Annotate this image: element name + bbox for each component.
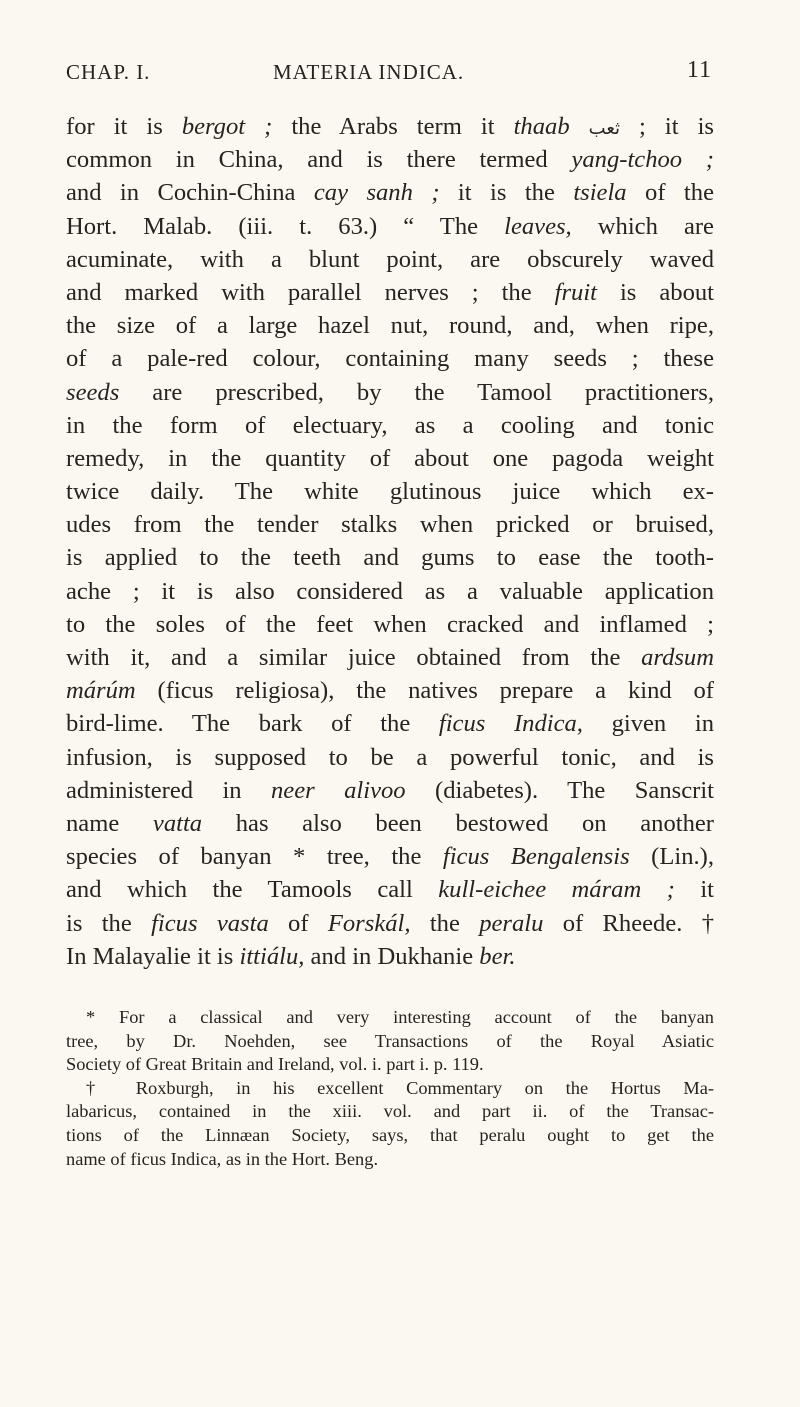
text-line: common in China, and is there termed yang-tchoo ; <box>66 146 714 174</box>
text-line: in the form of electuary, as a cooling and tonic <box>66 411 714 439</box>
text-line: ache ; it is also considered as a valuable application <box>66 577 714 605</box>
text-line: infusion, is supposed to be a powerful tonic, and is <box>66 743 714 771</box>
text-line: is applied to the teeth and gums to ease the tooth- <box>66 544 714 572</box>
text-line: with it, and a similar juice obtained from the ardsum <box>66 644 714 671</box>
running-title: MATERIA INDICA. <box>273 60 465 84</box>
footnotes <box>66 1006 714 1171</box>
chapter-label: CHAP. I. <box>66 60 151 84</box>
footnote-line: tions of the Linnæan Society, says, that peralu ought to get the <box>66 1124 714 1145</box>
text-line: In Malayalie it is ittiálu, and in Dukhanie ber. <box>66 942 516 970</box>
text-line: Hort. Malab. (iii. t. 63.) “ The leaves, which are <box>66 212 714 240</box>
footnote-line: labaricus, contained in the xiii. vol. and part ii. of the Transac- <box>66 1101 714 1122</box>
arabic-word: ثعب <box>588 118 621 139</box>
footnote-line: tree, by Dr. Noehden, see Transactions of the Royal Asiatic <box>66 1030 714 1051</box>
text-line: acuminate, with a blunt point, are obscurely waved <box>66 245 714 273</box>
footnote-line: † Roxburgh, in his excellent Commentary on the Hortus Ma- <box>86 1077 714 1098</box>
text-line: and marked with parallel nerves ; the fruit is about <box>66 278 714 306</box>
text-line: and in Cochin-China cay sanh ; it is the tsiela of the <box>66 179 714 207</box>
text-line: to the soles of the feet when cracked and inflamed ; <box>66 610 714 638</box>
text-line: administered in neer alivoo (diabetes). The Sanscrit <box>66 776 714 804</box>
text-line: seeds are prescribed, by the Tamool practitioners, <box>66 378 714 406</box>
text-line: the size of a large hazel nut, round, and, when ripe, <box>66 312 714 340</box>
text-line: of a pale-red colour, containing many seeds ; these <box>66 345 714 373</box>
footnote-line: name of ficus Indica, as in the Hort. Beng. <box>66 1148 379 1169</box>
running-head <box>66 57 712 90</box>
text-line: udes from the tender stalks when pricked or bruised, <box>66 511 714 539</box>
text-line: for it is bergot ; the Arabs term it thaab ثعب ; it is <box>66 113 714 140</box>
page-number: 11 <box>686 57 712 83</box>
text-line: remedy, in the quantity of about one pagoda weight <box>66 444 714 472</box>
text-line: species of banyan * tree, the ficus Bengalensis (Lin.), <box>66 843 714 871</box>
text-line: twice daily. The white glutinous juice which ex- <box>66 478 714 506</box>
text-line: name vatta has also been bestowed on another <box>66 809 714 837</box>
text-line: and which the Tamools call kull-eichee máram ; it <box>66 876 714 904</box>
footnote-line: * For a classical and very interesting account of the banyan <box>86 1007 714 1027</box>
main-text <box>66 110 714 973</box>
footnote-line: Society of Great Britain and Ireland, vol. i. part i. p. 119. <box>66 1054 484 1075</box>
text-line: márúm (ficus religiosa), the natives prepare a kind of <box>66 677 714 705</box>
text-line: bird-lime. The bark of the ficus Indica, given in <box>66 710 714 738</box>
text-line: is the ficus vasta of Forskál, the peralu of Rheede. † <box>66 909 715 937</box>
